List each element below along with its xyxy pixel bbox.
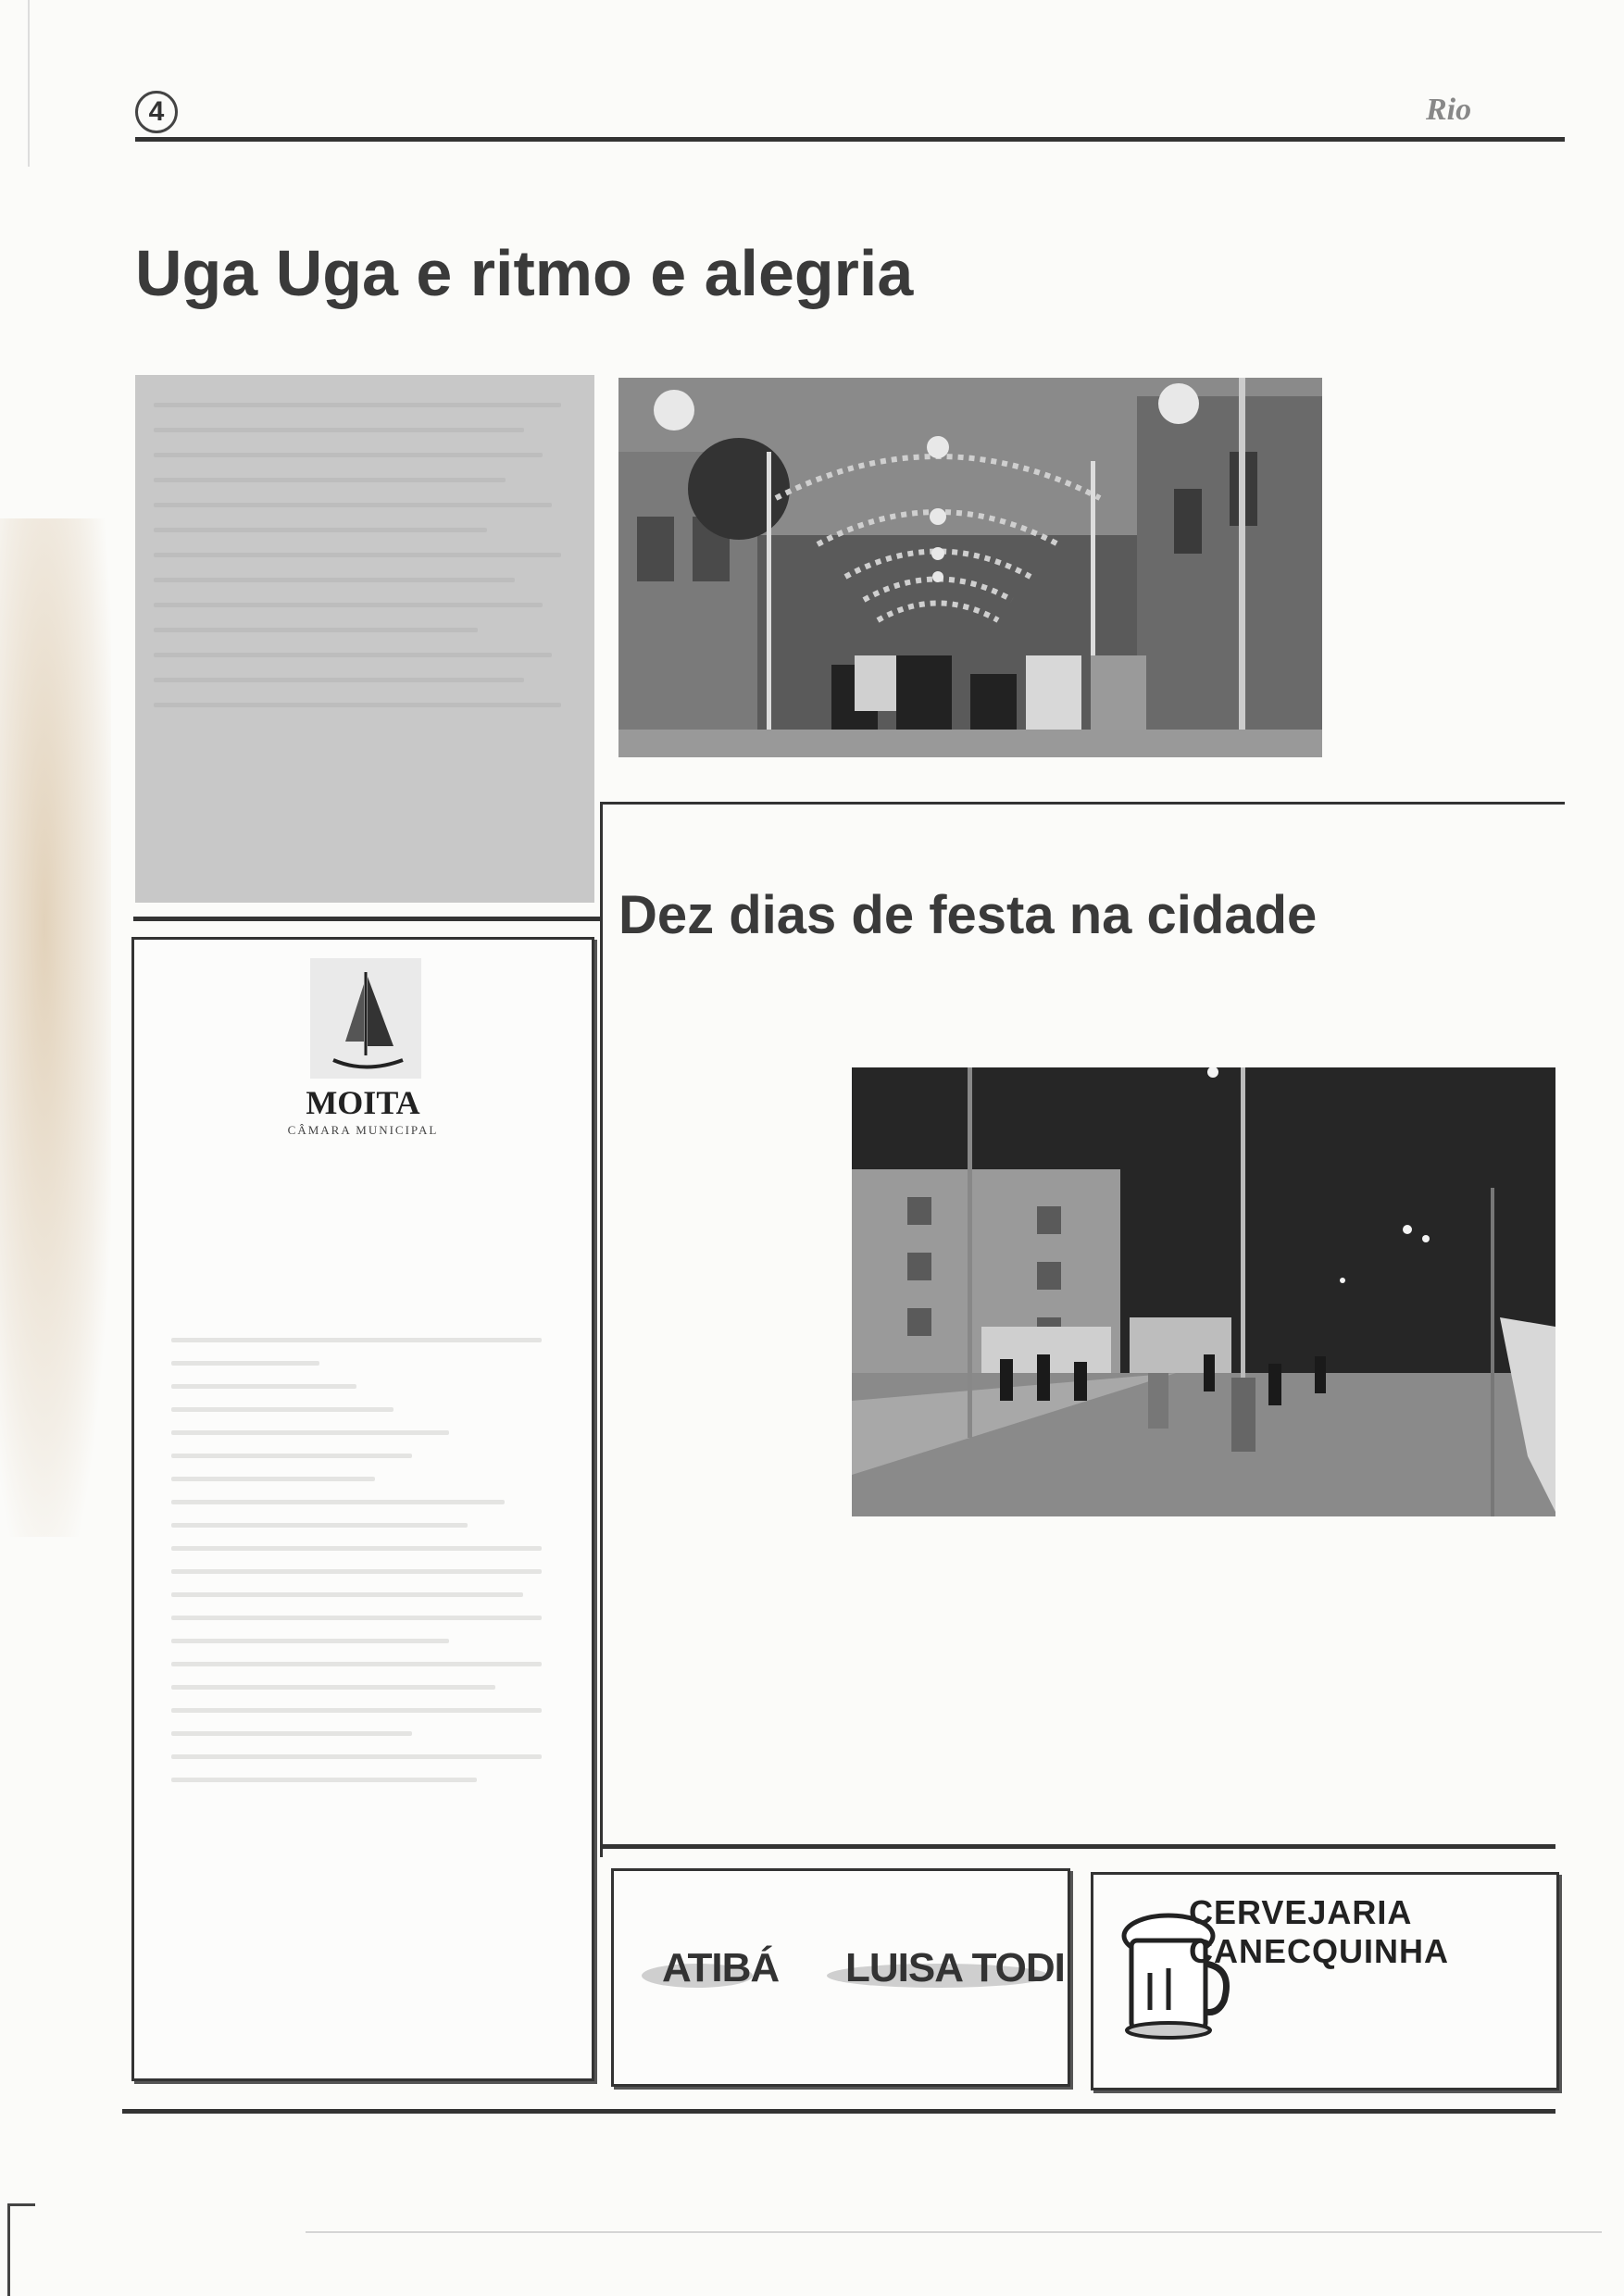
left-rule [133, 917, 601, 921]
luisa-todi-text: LUISA TODI [845, 1945, 1065, 1990]
atiba-luisa-ad [611, 1868, 1070, 2087]
night-fair-photo [852, 1067, 1555, 1516]
article-title-2: Dez dias de festa na cidade [618, 885, 1318, 945]
festival-arches-photo [618, 378, 1322, 757]
scan-mark-h [7, 2203, 35, 2206]
header-rule [135, 137, 1565, 142]
night-fair-image [852, 1067, 1555, 1516]
footer-rule [122, 2109, 1555, 2114]
scan-edge [28, 0, 30, 167]
festival-arches-image [618, 378, 1322, 757]
cervejaria-title: CERVEJARIA CANECQUINHA [1189, 1893, 1449, 1970]
moita-ad [131, 937, 594, 2081]
article-text-box [135, 375, 594, 903]
ads-rule [602, 1844, 1555, 1849]
boat-icon [310, 958, 421, 1079]
section-name: Rio [1426, 93, 1472, 127]
atiba-text: ATIBÁ [662, 1945, 780, 1990]
moita-ad-text [171, 1338, 551, 1801]
column-divider [600, 802, 603, 1857]
page-number: 4 [135, 91, 178, 133]
article-divider [602, 802, 1565, 805]
scan-line [306, 2231, 1602, 2233]
page-stain [0, 518, 111, 1537]
scan-mark [7, 2203, 10, 2296]
cervejaria-ad [1091, 1872, 1559, 2090]
moita-subtitle: CÂMARA MUNICIPAL [287, 1123, 439, 1137]
article-title: Uga Uga e ritmo e alegria [135, 237, 914, 309]
moita-logo-text: MOITA [306, 1084, 420, 1121]
